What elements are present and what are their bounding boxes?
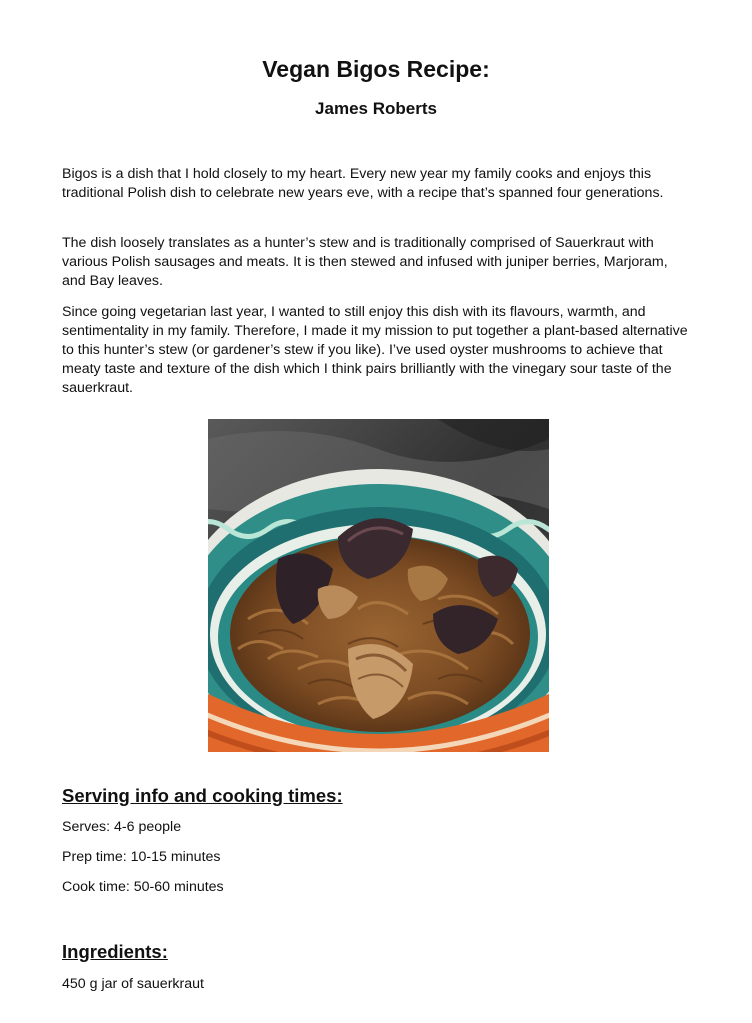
bigos-photo [208,419,549,752]
cook-time-line: Cook time: 50-60 minutes [62,879,224,895]
prep-time-line: Prep time: 10-15 minutes [62,849,221,865]
author-name: James Roberts [315,99,437,118]
intro-paragraph-1: Bigos is a dish that I hold closely to my heart. Every new year my family cooks and enjoys this traditional Polish dish to celebrate new years eve, with a recipe that’s spanned four generations. [62,166,664,201]
serving-info-heading: Serving info and cooking times: [62,785,343,806]
ingredient-item: 450 g jar of sauerkraut [62,976,204,992]
intro-paragraph-2: The dish loosely translates as a hunter’s stew and is traditionally comprised of Sauerkraut with various Polish sausages and meats. It is then stewed and infused with juniper berries, Marjoram, and Bay leaves. [62,235,668,289]
serves-line: Serves: 4-6 people [62,819,182,835]
recipe-title: Vegan Bigos Recipe: [262,56,490,82]
intro-paragraph-3: Since going vegetarian last year, I wanted to still enjoy this dish with its flavours, warmth, and sentimentality in my family. Therefore, I made it my mission to put together a plant-based alternative to this hunter’s stew (or gardener’s stew if you like). I’ve used oyster mushrooms to achieve that meaty taste and texture of the dish which I think pairs brilliantly with the vinegary sour taste of the sauerkraut. [62,304,688,396]
ingredients-heading: Ingredients: [62,941,168,962]
